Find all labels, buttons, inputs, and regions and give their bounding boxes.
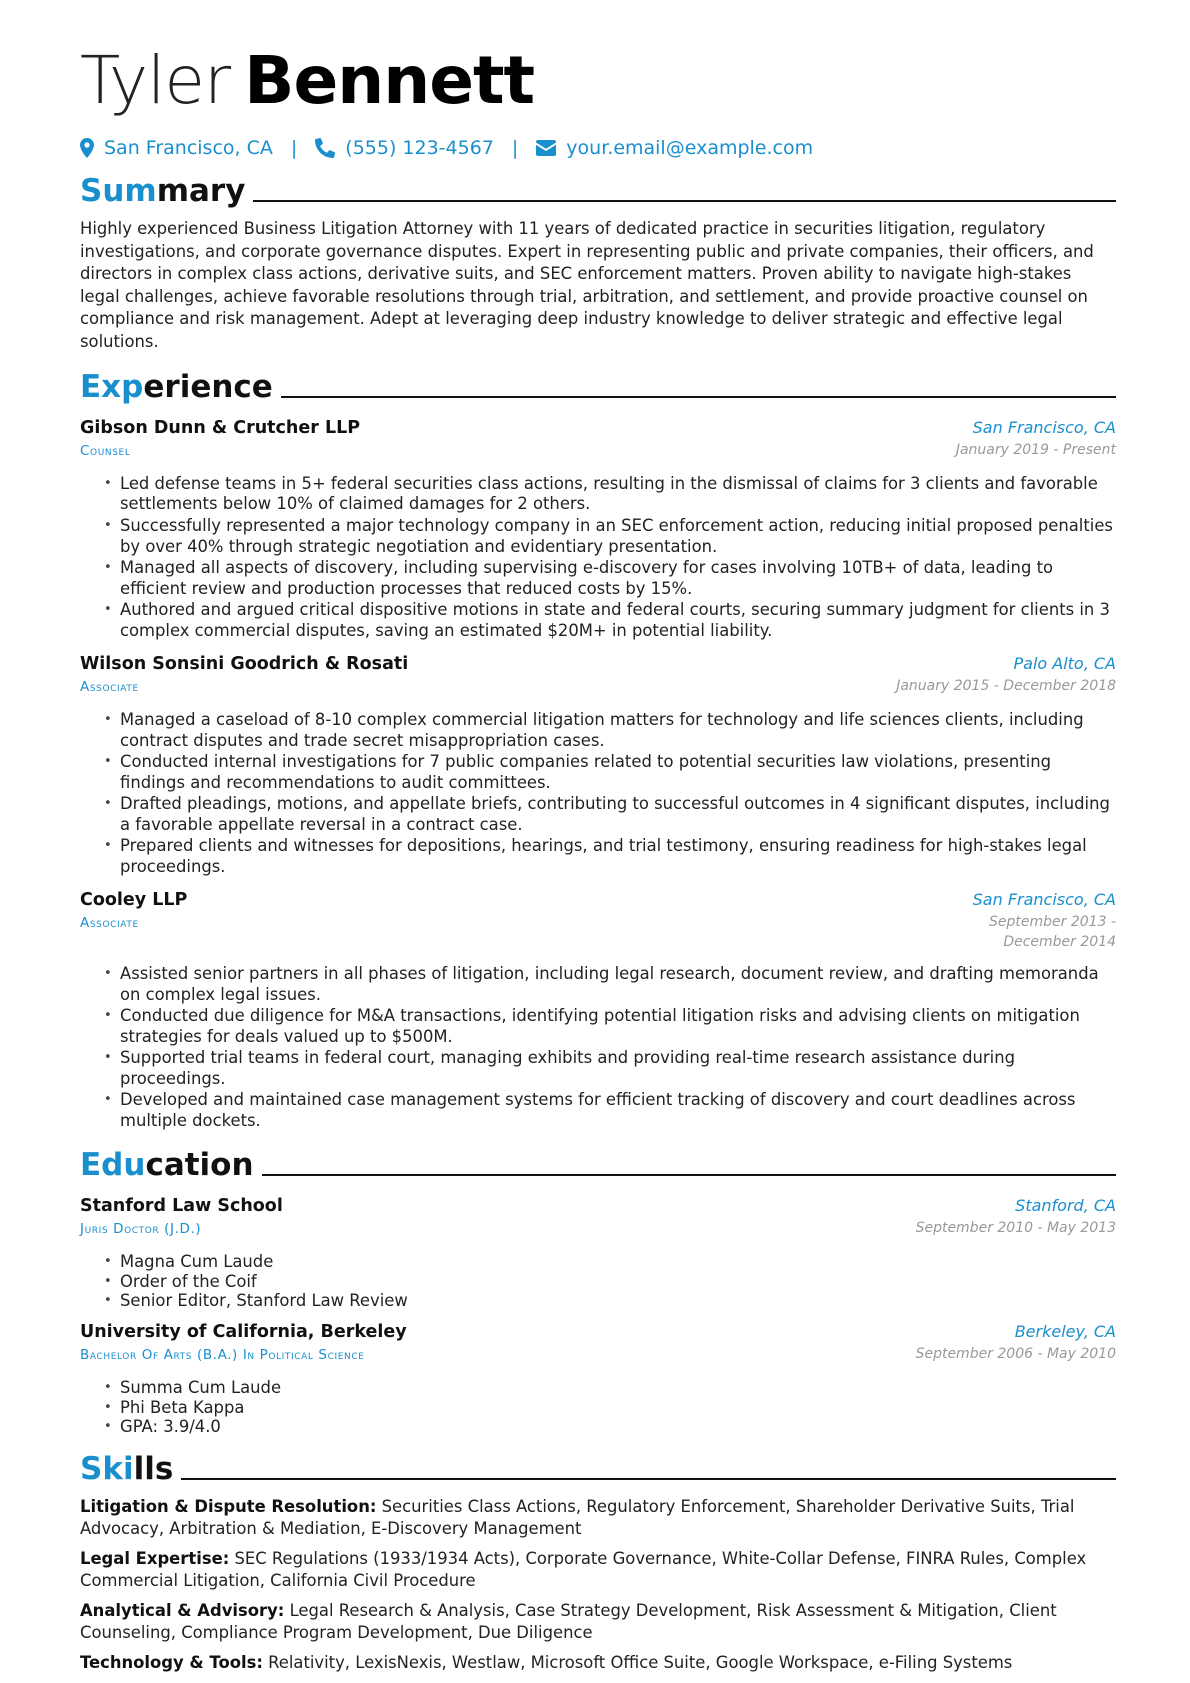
education-dates: September 2006 - May 2010 bbox=[915, 1346, 1116, 1363]
list-item: • Phi Beta Kappa bbox=[106, 1398, 1116, 1417]
experience-entry bbox=[80, 416, 1116, 642]
list-item: • Supported trial teams in federal court, managing exhibits and providing real-time research assistance during proceedings. bbox=[106, 1048, 1116, 1090]
skills-heading bbox=[80, 1450, 1116, 1488]
job-dates: September 2013 - December 2014 bbox=[989, 913, 1116, 950]
section-rule bbox=[262, 1174, 1116, 1176]
experience-entry bbox=[80, 888, 1116, 1132]
envelope-icon bbox=[536, 140, 556, 156]
employer-location: San Francisco, CA bbox=[972, 417, 1116, 437]
section-title-rest: cation bbox=[145, 1147, 254, 1184]
section-title-accent: Sum bbox=[80, 173, 157, 209]
section-rule bbox=[281, 396, 1116, 398]
education-entry bbox=[80, 1320, 1116, 1436]
list-item: • Assisted senior partners in all phases of litigation, including legal research, document review, and drafting memoranda on complex legal issues. bbox=[106, 964, 1116, 1006]
email-text: your.email@example.com bbox=[566, 137, 814, 159]
job-dates: January 2019 - Present bbox=[955, 441, 1116, 458]
list-item: • Magna Cum Laude bbox=[106, 1252, 1116, 1271]
skill-line bbox=[80, 1600, 1116, 1644]
skill-text: SEC Regulations (1933/1934 Acts), Corporate Governance, White-Collar Defense, FINRA Rules, Complex Commercial Litigation, California Civil Procedure bbox=[80, 1549, 1087, 1591]
degree: Bachelor Of Arts (B.A.) In Political Science bbox=[80, 1347, 365, 1364]
list-item: • Summa Cum Laude bbox=[106, 1378, 1116, 1397]
skill-line bbox=[80, 1652, 1116, 1674]
contact-separator: | bbox=[511, 137, 519, 159]
section-title bbox=[80, 368, 273, 406]
list-item: • Conducted due diligence for M&A transactions, identifying potential litigation risks and advising clients on mitigation strategies for deals valued up to $500M. bbox=[106, 1006, 1116, 1048]
contact-email[interactable] bbox=[536, 137, 813, 159]
education-bullets bbox=[80, 1252, 1116, 1310]
section-rule bbox=[253, 200, 1116, 202]
skill-line bbox=[80, 1548, 1116, 1592]
map-pin-icon bbox=[80, 138, 94, 158]
list-item: • Authored and argued critical dispositive motions in state and federal courts, securing summary judgment for clients in 3 complex commercial disputes, saving an estimated $20M+ in potential liability. bbox=[106, 600, 1116, 642]
section-title-accent: Edu bbox=[80, 1147, 146, 1184]
section-title-accent: Ski bbox=[80, 1451, 134, 1488]
job-title: Associate bbox=[80, 914, 139, 931]
school-location: Stanford, CA bbox=[1015, 1196, 1116, 1216]
list-item: • Managed a caseload of 8-10 complex commercial litigation matters for technology and life sciences clients, including contract disputes and trade secret misappropriation cases. bbox=[106, 710, 1116, 752]
list-item: • Drafted pleadings, motions, and appellate briefs, contributing to successful outcomes in 4 significant disputes, including a favorable appellate reversal in a contract case. bbox=[106, 794, 1116, 836]
summary-text: Highly experienced Business Litigation Attorney with 11 years of dedicated practice in securities litigation, regulatory investigations, and corporate governance disputes. Expert in representing public and private companies, their officers, and directors in complex class actions, derivative suits, and SEC enforcement matters. Proven ability to navigate high-stakes legal challenges, achieve favorable resolutions through trial, arbitration, and settlement, and provide proactive counsel on compliance and risk management. Adept at leveraging deep industry knowledge to deliver strategic and effective legal solutions. bbox=[80, 219, 1094, 351]
job-bullets bbox=[80, 474, 1116, 642]
phone-icon bbox=[315, 138, 335, 158]
section-title bbox=[80, 1450, 173, 1488]
school-name: University of California, Berkeley bbox=[80, 1322, 407, 1343]
skill-label: Litigation & Dispute Resolution: bbox=[80, 1497, 377, 1517]
location-text: San Francisco, CA bbox=[104, 137, 273, 159]
skill-line bbox=[80, 1496, 1116, 1540]
list-item: • Senior Editor, Stanford Law Review bbox=[106, 1291, 1116, 1310]
last-name: Bennett bbox=[244, 42, 535, 119]
section-title-rest: lls bbox=[133, 1451, 174, 1488]
job-dates: January 2015 - December 2018 bbox=[896, 677, 1116, 694]
school-location: Berkeley, CA bbox=[1014, 1322, 1116, 1342]
first-name: Tyler bbox=[80, 42, 231, 119]
candidate-name bbox=[80, 42, 1116, 120]
section-title-accent: Exp bbox=[80, 368, 144, 405]
job-title: Associate bbox=[80, 678, 139, 695]
experience-entry bbox=[80, 652, 1116, 878]
degree: Juris Doctor (J.D.) bbox=[80, 1221, 202, 1238]
skill-text: Securities Class Actions, Regulatory Enforcement, Shareholder Derivative Suits, Trial Advocacy, Arbitration & Mediation, E-Discovery Management bbox=[80, 1497, 1075, 1539]
experience-heading bbox=[80, 368, 1116, 406]
section-title bbox=[80, 1146, 254, 1184]
list-item: • Led defense teams in 5+ federal securities class actions, resulting in the dismissal of claims for 3 clients and favorable settlements below 10% of claimed damages for 2 others. bbox=[106, 474, 1116, 516]
summary-heading bbox=[80, 172, 1116, 210]
job-title: Counsel bbox=[80, 442, 131, 459]
skill-label: Analytical & Advisory: bbox=[80, 1601, 285, 1621]
employer-name: Cooley LLP bbox=[80, 889, 188, 910]
list-item: • Prepared clients and witnesses for depositions, hearings, and trial testimony, ensuring readiness for high-stakes legal proceedings. bbox=[106, 836, 1116, 878]
list-item: • Managed all aspects of discovery, including supervising e-discovery for cases involving 10TB+ of data, leading to efficient review and production processes that reduced costs by 15%. bbox=[106, 558, 1116, 600]
education-entry bbox=[80, 1194, 1116, 1310]
section-title-rest: mary bbox=[156, 173, 246, 209]
employer-name: Gibson Dunn & Crutcher LLP bbox=[80, 417, 361, 438]
employer-location: Palo Alto, CA bbox=[1013, 653, 1116, 673]
list-item: • Developed and maintained case management systems for efficient tracking of discovery and court deadlines across multiple dockets. bbox=[106, 1090, 1116, 1132]
list-item: • Successfully represented a major technology company in an SEC enforcement action, reducing initial proposed penalties by over 40% through strategic negotiation and evidentiary presentation. bbox=[106, 516, 1116, 558]
skill-text: Relativity, LexisNexis, Westlaw, Microsoft Office Suite, Google Workspace, e-Filing Systems bbox=[268, 1653, 1013, 1673]
section-title bbox=[80, 172, 245, 210]
employer-location: San Francisco, CA bbox=[972, 889, 1116, 909]
contact-bar bbox=[80, 134, 1116, 162]
list-item: • Order of the Coif bbox=[106, 1272, 1116, 1291]
list-item: • GPA: 3.9/4.0 bbox=[106, 1417, 1116, 1436]
contact-separator: | bbox=[290, 137, 298, 159]
section-title-rest: erience bbox=[143, 368, 273, 405]
skill-label: Technology & Tools: bbox=[80, 1653, 263, 1673]
job-bullets bbox=[80, 964, 1116, 1132]
skill-text: Legal Research & Analysis, Case Strategy Development, Risk Assessment & Mitigation, Client Counseling, Compliance Program Development, Due Diligence bbox=[80, 1601, 1057, 1643]
job-bullets bbox=[80, 710, 1116, 878]
school-name: Stanford Law School bbox=[80, 1196, 283, 1217]
phone-text: (555) 123-4567 bbox=[345, 137, 494, 159]
contact-phone[interactable] bbox=[315, 137, 494, 159]
skill-label: Legal Expertise: bbox=[80, 1549, 230, 1569]
contact-location bbox=[80, 137, 273, 159]
education-bullets bbox=[80, 1378, 1116, 1436]
list-item: • Conducted internal investigations for 7 public companies related to potential securities law violations, presenting findings and recommendations to audit committees. bbox=[106, 752, 1116, 794]
section-rule bbox=[181, 1478, 1116, 1480]
employer-name: Wilson Sonsini Goodrich & Rosati bbox=[80, 653, 409, 674]
education-heading bbox=[80, 1146, 1116, 1184]
education-dates: September 2010 - May 2013 bbox=[915, 1220, 1116, 1237]
